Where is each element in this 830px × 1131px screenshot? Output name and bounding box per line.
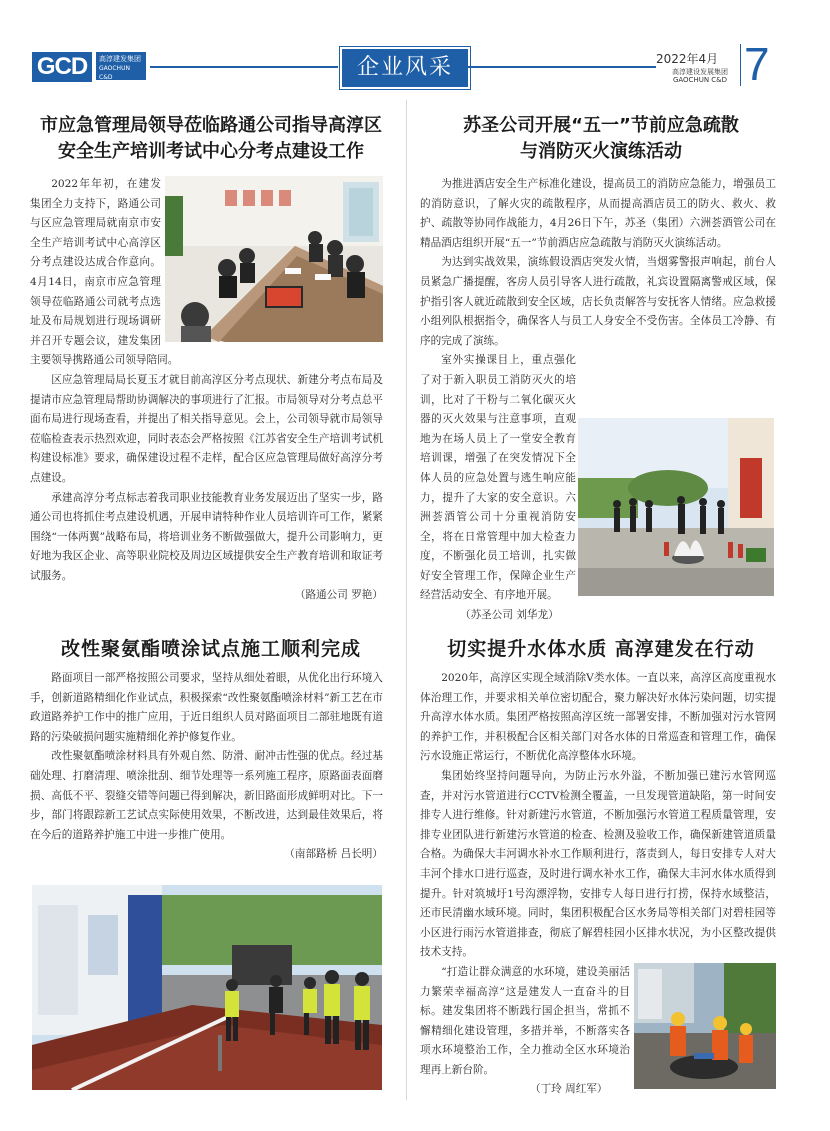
article3-byline: （南部路桥 吕长明）	[284, 848, 383, 861]
article4-byline: （丁玲 周红军）	[530, 1083, 608, 1096]
article1-byline: （路通公司 罗艳）	[294, 589, 383, 602]
logo-subtitle	[96, 52, 146, 80]
article2-body	[420, 175, 776, 624]
logo-cn-text: 高淳建发集团	[99, 55, 141, 63]
article4-paragraph: 2020年，高淳区实现全域消除V类水体。一直以来，高淳区高度重视水体治理工作，并要求相关单位密切配合，聚力解决好水体污染问题，切实提升高淳水体水质。集团严格按照高淳区统一部署安排，不断加强对污水管网的养护工作，并积极配合区相关部门对各水体的日常巡查和管理工作，确保污水设施正常运行，不断优化高淳整体水环境。	[420, 672, 776, 763]
article4-paragraph: “打造让群众满意的水环境，建设美丽活力繁荣幸福高淳”这是建发人一直奋斗的目标。建发集团将不断践行国企担当，常抓不懈精细化建设管理，多措并举，不断落实各项水环境整治工作，全力推动全区水环境治理再上新台阶。	[420, 965, 630, 1076]
article4-photo-spacer	[630, 963, 776, 1095]
column-divider	[406, 100, 407, 1100]
article4-body	[420, 669, 776, 1098]
article1-paragraph: 区应急管理局局长夏玉才就目前高淳区分考点现状、新建分考点布局及提请市应急管理局帮助协调解决的事项进行了汇报。市局领导对分考点总平面布局进行现场查看，并提出了相关指导意见。会上，公司领导就市局领导莅临检查表示热烈欢迎，同时表态会严格按照《江苏省安全生产培训考试机构建设标准》要求，确保建设过程不走样，配合区应急管理局做好高淳分考点建设。	[30, 373, 383, 484]
article1-paragraph: 2022年年初，在建发集团全力支持下，路通公司与区应急管理局就南京市安全生产培训考试中心高淳区分考点建设达成合作意向。4月14日，南京市应急管理领导莅临路通公司就考点选址及布局规划进行现场调研并召开专题会议，建发集团主要领导携路通公司领导陪同。	[30, 178, 179, 367]
article4-paragraph: 集团始终坚持问题导向，为防止污水外溢，不断加强已建污水管网巡查，并对污水管道进行CCTV检测全覆盖，一旦发现管道缺陷，第一时间安排专人进行维修。针对新建污水管道，不断加强污水管道工程质量管理，安排专业团队进行新建污水管道的检查、检测及验收工作，确保新建管道质量合格。为确保大丰河调水补水工作顺利进行，落责到人，每日安排专人对大丰河个排水口进行巡查，及时进行调水补水工作，确保大丰河水体水质得到提升。针对筑城圩1号沟漂浮物，安排专人每日进行打捞，保持水域整洁，还市民清幽水域环境。同时，集团积极配合区水务局等相关部门对碧桂园等小区进行雨污水管道排查，彻底了解碧桂园小区排水状况，为小区整改提供技术支持。	[420, 769, 776, 959]
article1-body	[30, 175, 383, 604]
article2-title-line2: 与消防灭火演练活动	[520, 141, 682, 162]
article1-photo-spacer	[161, 175, 383, 343]
header-rule-left	[150, 66, 338, 68]
article3-title: 改性聚氨酯喷涂试点施工顺利完成	[60, 638, 361, 660]
article3-paragraph: 改性聚氨酯喷涂材料具有外观自然、防滑、耐冲击性强的优点。经过基础处理、打磨清理、喷涂批刮、细节处理等一系列施工程序，原路面表面磨损、高低不平、裂缝交错等问题已得到解决，新旧路面形成鲜明对比。下一步，部门将跟踪新工艺试点实际使用效果，不断改进，达到最佳效果后，将在今后的道路养护施工中进一步推广使用。	[30, 750, 383, 841]
article3-paragraph: 路面项目一部严格按照公司要求，坚持从细处着眼，从优化出行环境入手，创新道路精细化作业试点，积极探索“改性聚氨酯喷涂材料”新工艺在市政道路养护工作中的推广应用，于近日组织人员对路面项目二部驻地既有道路的污染破损问题实施精细化养护修复作业。	[30, 672, 383, 743]
page-number: 7	[744, 38, 770, 90]
issue-org-en: GAOCHUN C&D	[672, 76, 728, 84]
article3-body	[30, 669, 383, 863]
gcd-logo: GCD	[32, 52, 92, 82]
header-rule-right	[468, 66, 656, 68]
article2-title	[418, 113, 784, 165]
article4-title: 切实提升水体水质 高淳建发在行动	[447, 638, 755, 660]
issue-date: 2022年4月	[656, 52, 719, 66]
article2-photo-spacer	[576, 389, 776, 577]
header-divider	[740, 44, 741, 86]
article2-paragraph: 室外实操课目上，重点强化了对于新入职员工消防灭火的培训，比对了干粉与二氧化碳灭火器的灭火效果与注意事项，直观地为在场人员上了一堂安全教育培训课，增强了在突发情况下全体人员的应急处置与逃生响应能力，提升了大家的安全意识。六洲荟酒管公司十分重视消防安全，将在日常管理中加大检查力度，不断强化员工培训，扎实做好安全管理工作，保障企业生产经营活动安全、有序地开展。	[420, 354, 576, 602]
issue-org-cn: 高淳建设发展集团	[672, 68, 728, 76]
article1-title-line1: 市应急管理局领导莅临路通公司指导高淳区	[40, 115, 382, 136]
article2-title-line1: 苏圣公司开展“五一”节前应急疏散	[463, 115, 739, 136]
logo-en-text: GAOCHUN C&D	[99, 65, 130, 81]
road-coating-photo	[32, 885, 382, 1090]
issue-org	[660, 68, 740, 84]
article1-title-line2: 安全生产培训考试中心分考点建设工作	[58, 141, 364, 162]
article1-title	[28, 113, 394, 165]
article2-paragraph: 为达到实战效果，演练假设酒店突发火情，当烟雾警报声响起，前台人员紧急广播提醒，客房人员引导客人进行疏散，礼宾设置隔离警戒区域，保护指引客人就近疏散到安全区域，店长负责解答与安抚客人情绪。应急救援小组列队根据指令，确保客人与员工人身安全不受伤害。全体员工冷静、有序的完成了演练。	[420, 256, 776, 347]
article1-paragraph: 承建高淳分考点标志着我司职业技能教育业务发展迈出了坚实一步，路通公司也将抓住考点建设机遇，开展申请特种作业人员培训许可工作，紧紧围绕“一体两翼”战略布局，将培训业务不断做强做大，提升公司影响力，更好地为我区企业、高等职业院校及周边区域提供安全生产教育培训和取证考试服务。	[30, 491, 383, 582]
section-banner: 企业风采	[340, 47, 470, 89]
article2-byline: （苏圣公司 刘华龙）	[460, 609, 559, 622]
article2-paragraph: 为推进酒店安全生产标准化建设，提高员工的消防应急能力，增强员工的消防意识，了解火灾的疏散程序，从而提高酒店员工的防火、救火、救护、疏散等协同作战能力，4月26日下午，苏圣（集团）六洲荟酒管公司在精品酒店组织开展“五一”节前酒店应急疏散与消防灭火演练活动。	[420, 178, 776, 249]
